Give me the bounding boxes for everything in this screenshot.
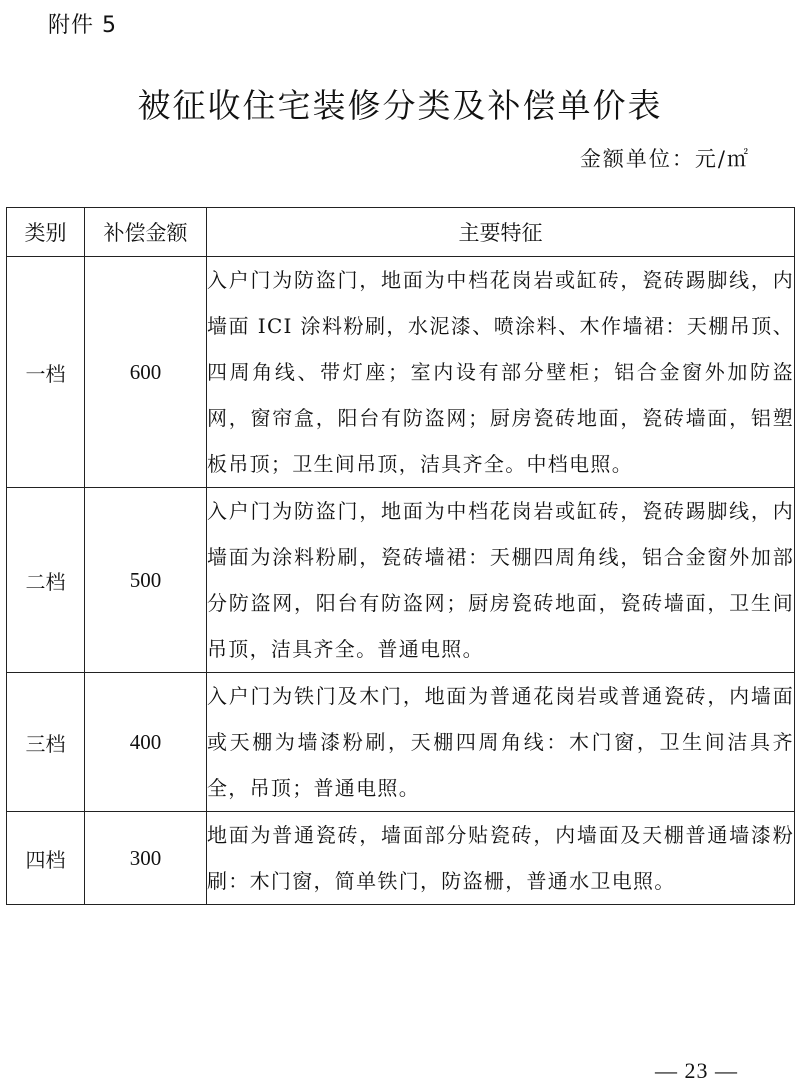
row-category: 一档 — [7, 257, 85, 488]
row-features: 入户门为防盗门，地面为中档花岗岩或缸砖，瓷砖踢脚线，内墙面 ICI 涂料粉刷，水泥漆、喷涂料、木作墙裙：天棚吊顶、四周角线、带灯座；室内设有部分壁柜；铝合金窗外加防盗网，窗帘盒，阳台有防盗网；厨房瓷砖地面，瓷砖墙面，铝塑板吊顶；卫生间吊顶，洁具齐全。中档电照。 — [207, 257, 795, 488]
table-header-row — [7, 208, 795, 257]
row-amount: 300 — [85, 812, 207, 905]
row-amount: 500 — [85, 488, 207, 673]
row-features: 入户门为防盗门，地面为中档花岗岩或缸砖，瓷砖踢脚线，内墙面为涂料粉刷，瓷砖墙裙：天棚四周角线，铝合金窗外加部分防盗网，阳台有防盗网；厨房瓷砖地面，瓷砖墙面，卫生间吊顶，洁具齐全。普通电照。 — [207, 488, 795, 673]
header-amount: 补偿金额 — [85, 208, 207, 257]
row-amount: 400 — [85, 673, 207, 812]
compensation-table — [6, 207, 795, 905]
table-row — [7, 488, 795, 673]
table-row — [7, 673, 795, 812]
row-amount: 600 — [85, 257, 207, 488]
unit-note: 金额单位：元/㎡ — [579, 147, 750, 171]
page-number: — 23 — — [655, 1058, 738, 1083]
row-features: 地面为普通瓷砖，墙面部分贴瓷砖，内墙面及天棚普通墙漆粉刷：木门窗，简单铁门，防盗栅，普通水卫电照。 — [207, 812, 795, 905]
header-category: 类别 — [7, 208, 85, 257]
attachment-label: 附件 5 — [48, 13, 117, 38]
row-category: 三档 — [7, 673, 85, 812]
table-row — [7, 257, 795, 488]
row-category: 二档 — [7, 488, 85, 673]
row-category: 四档 — [7, 812, 85, 905]
table-row — [7, 812, 795, 905]
row-features: 入户门为铁门及木门，地面为普通花岗岩或普通瓷砖，内墙面或天棚为墙漆粉刷，天棚四周角线：木门窗，卫生间洁具齐全，吊顶；普通电照。 — [207, 673, 795, 812]
page-title: 被征收住宅装修分类及补偿单价表 — [137, 86, 663, 125]
header-features: 主要特征 — [207, 208, 795, 257]
